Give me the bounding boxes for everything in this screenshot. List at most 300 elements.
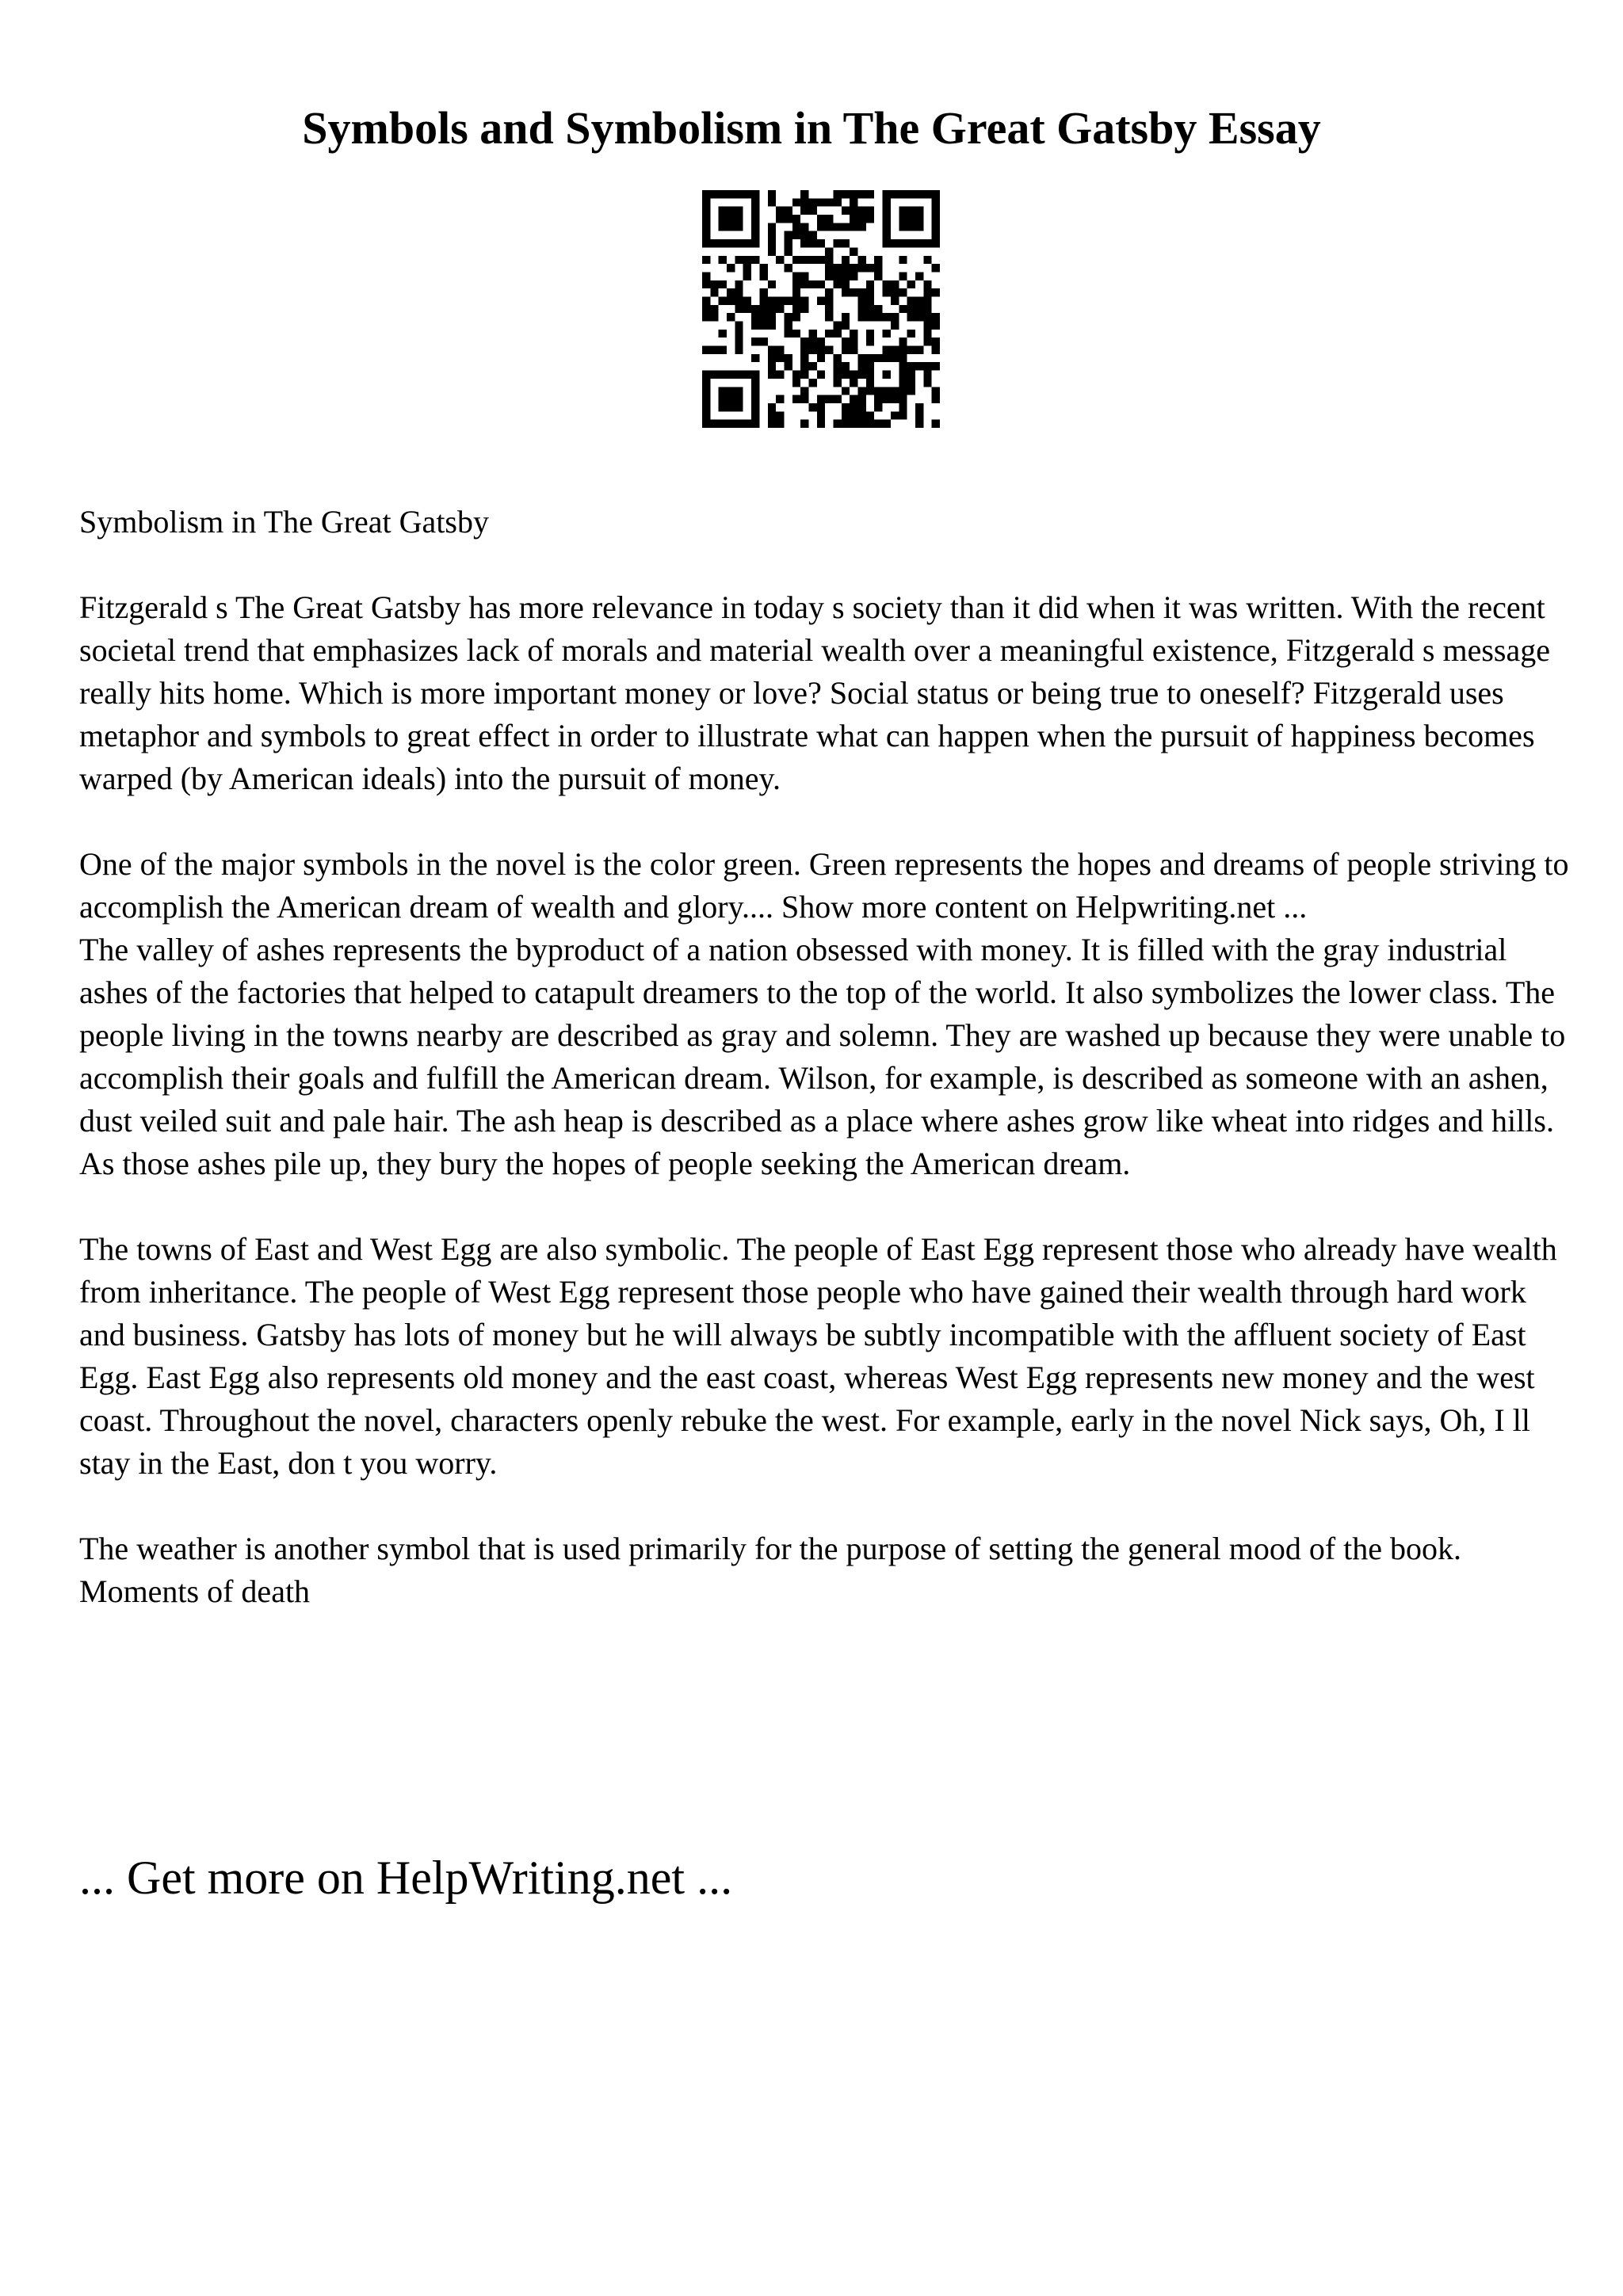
- qr-module: [883, 288, 891, 296]
- qr-module: [883, 223, 891, 231]
- qr-module: [834, 239, 842, 247]
- qr-module: [923, 338, 931, 345]
- qr-module: [842, 411, 850, 419]
- qr-module: [768, 411, 776, 419]
- qr-module: [735, 215, 743, 223]
- qr-module: [800, 223, 808, 231]
- qr-module: [817, 346, 825, 354]
- qr-module: [719, 330, 727, 338]
- qr-module: [727, 313, 735, 321]
- qr-module: [899, 272, 907, 280]
- qr-module: [866, 264, 874, 272]
- qr-module: [915, 313, 923, 321]
- qr-module: [891, 346, 899, 354]
- qr-module: [858, 215, 866, 223]
- qr-module: [719, 395, 727, 403]
- qr-module: [759, 264, 767, 272]
- qr-module: [899, 387, 907, 395]
- qr-module: [858, 296, 866, 304]
- qr-module: [891, 296, 899, 304]
- qr-module: [808, 231, 816, 239]
- qr-module: [751, 313, 759, 321]
- qr-module: [735, 395, 743, 403]
- qr-module: [932, 223, 940, 231]
- qr-module: [891, 322, 899, 330]
- qr-module: [735, 207, 743, 215]
- qr-module: [800, 198, 808, 206]
- qr-module: [899, 215, 907, 223]
- qr-module: [735, 330, 743, 338]
- qr-module: [842, 420, 850, 428]
- qr-module: [825, 272, 833, 280]
- qr-module: [850, 379, 857, 387]
- qr-module: [866, 354, 874, 362]
- qr-module: [817, 371, 825, 379]
- qr-module: [883, 371, 891, 379]
- qr-module: [776, 305, 784, 313]
- get-more-link[interactable]: ... Get more on HelpWriting.net ...: [79, 1852, 733, 1904]
- qr-module: [834, 322, 842, 330]
- qr-module: [842, 207, 850, 215]
- qr-module: [932, 198, 940, 206]
- qr-module: [735, 256, 743, 264]
- qr-module: [883, 395, 891, 403]
- qr-module: [702, 411, 710, 419]
- qr-module: [907, 190, 915, 198]
- qr-module: [743, 296, 751, 304]
- qr-module: [850, 190, 857, 198]
- qr-module: [768, 346, 776, 354]
- qr-module: [883, 313, 891, 321]
- qr-module: [808, 379, 816, 387]
- qr-module: [866, 296, 874, 304]
- qr-module: [768, 371, 776, 379]
- qr-module: [866, 338, 874, 345]
- essay-paragraph-5: The weather is another symbol that is used primarily for the purpose of setting the general mood of the book. Moments of death: [79, 1531, 1462, 1609]
- qr-module: [776, 371, 784, 379]
- qr-module: [808, 338, 816, 345]
- qr-module: [891, 313, 899, 321]
- qr-module: [842, 346, 850, 354]
- qr-module: [907, 313, 915, 321]
- qr-module: [800, 346, 808, 354]
- qr-module: [899, 305, 907, 313]
- qr-module: [792, 371, 800, 379]
- qr-module: [751, 190, 759, 198]
- qr-module: [834, 379, 842, 387]
- qr-module: [825, 247, 833, 255]
- qr-module: [702, 231, 710, 239]
- qr-module: [923, 280, 931, 288]
- qr-module: [858, 190, 866, 198]
- qr-module: [883, 231, 891, 239]
- qr-module: [899, 403, 907, 411]
- qr-module: [842, 313, 850, 321]
- qr-module: [932, 362, 940, 370]
- qr-module: [858, 264, 866, 272]
- qr-module: [834, 354, 842, 362]
- qr-code-icon: [702, 190, 940, 428]
- qr-module: [735, 403, 743, 411]
- qr-module: [899, 223, 907, 231]
- qr-module: [776, 346, 784, 354]
- qr-module: [825, 264, 833, 272]
- qr-module: [932, 288, 940, 296]
- qr-module: [776, 354, 784, 362]
- qr-module: [866, 411, 874, 419]
- qr-module: [891, 190, 899, 198]
- qr-module: [899, 207, 907, 215]
- qr-module: [842, 239, 850, 247]
- qr-module: [899, 395, 907, 403]
- qr-module: [768, 223, 776, 231]
- qr-module: [784, 207, 792, 215]
- qr-module: [932, 264, 940, 272]
- qr-module: [735, 280, 743, 288]
- qr-module: [784, 239, 792, 247]
- qr-module: [842, 264, 850, 272]
- qr-module: [899, 411, 907, 419]
- qr-module: [759, 338, 767, 345]
- qr-module: [776, 215, 784, 223]
- qr-module: [719, 371, 727, 379]
- qr-module: [842, 288, 850, 296]
- qr-module: [866, 371, 874, 379]
- qr-module: [817, 215, 825, 223]
- qr-module: [907, 223, 915, 231]
- qr-module: [834, 395, 842, 403]
- qr-module: [727, 420, 735, 428]
- qr-module: [727, 264, 735, 272]
- qr-module: [899, 256, 907, 264]
- qr-module: [850, 371, 857, 379]
- qr-module: [800, 338, 808, 345]
- qr-module: [735, 223, 743, 231]
- qr-module: [932, 395, 940, 403]
- qr-module: [817, 395, 825, 403]
- qr-module: [866, 305, 874, 313]
- qr-module: [834, 198, 842, 206]
- qr-module: [743, 420, 751, 428]
- qr-module: [768, 322, 776, 330]
- qr-module: [768, 280, 776, 288]
- qr-module: [932, 313, 940, 321]
- qr-module: [866, 362, 874, 370]
- qr-module: [907, 362, 915, 370]
- qr-module: [808, 403, 816, 411]
- qr-module: [768, 362, 776, 370]
- qr-module: [702, 272, 710, 280]
- qr-module: [735, 239, 743, 247]
- qr-module: [874, 272, 882, 280]
- qr-module: [850, 395, 857, 403]
- qr-module: [817, 403, 825, 411]
- qr-module: [800, 354, 808, 362]
- qr-module: [743, 256, 751, 264]
- qr-module: [751, 231, 759, 239]
- qr-module: [817, 239, 825, 247]
- qr-module: [710, 190, 718, 198]
- qr-module: [915, 411, 923, 419]
- qr-module: [759, 313, 767, 321]
- qr-module: [825, 288, 833, 296]
- qr-module: [858, 387, 866, 395]
- qr-module: [866, 330, 874, 338]
- qr-module: [727, 215, 735, 223]
- qr-module: [792, 330, 800, 338]
- qr-module: [923, 362, 931, 370]
- qr-module: [735, 387, 743, 395]
- qr-module: [858, 207, 866, 215]
- qr-module: [923, 379, 931, 387]
- qr-module: [850, 330, 857, 338]
- qr-module: [915, 420, 923, 428]
- qr-module: [800, 362, 808, 370]
- qr-module: [768, 231, 776, 239]
- qr-module: [915, 296, 923, 304]
- qr-module: [907, 330, 915, 338]
- qr-module: [883, 346, 891, 354]
- qr-module: [784, 313, 792, 321]
- qr-module: [923, 313, 931, 321]
- qr-module: [923, 256, 931, 264]
- qr-module: [808, 330, 816, 338]
- qr-module: [727, 371, 735, 379]
- qr-module: [842, 322, 850, 330]
- qr-module: [702, 371, 710, 379]
- qr-module: [866, 379, 874, 387]
- qr-module: [735, 288, 743, 296]
- qr-module: [915, 305, 923, 313]
- paragraph-gap: [79, 1485, 1569, 1527]
- qr-module: [825, 223, 833, 231]
- qr-module: [768, 190, 776, 198]
- qr-module: [784, 322, 792, 330]
- qr-module: [834, 362, 842, 370]
- qr-module: [858, 223, 866, 231]
- qr-module: [866, 280, 874, 288]
- qr-module: [768, 305, 776, 313]
- qr-module: [899, 379, 907, 387]
- qr-module: [907, 371, 915, 379]
- qr-module: [907, 305, 915, 313]
- essay-subheading: Symbolism in The Great Gatsby: [79, 504, 489, 540]
- qr-module: [808, 207, 816, 215]
- qr-module: [907, 215, 915, 223]
- qr-module: [932, 190, 940, 198]
- qr-module: [784, 330, 792, 338]
- qr-module: [915, 190, 923, 198]
- qr-module: [776, 256, 784, 264]
- qr-module: [727, 239, 735, 247]
- qr-module: [776, 411, 784, 419]
- qr-module: [710, 313, 718, 321]
- qr-module: [825, 395, 833, 403]
- qr-module: [915, 207, 923, 215]
- qr-module: [866, 215, 874, 223]
- qr-module: [850, 420, 857, 428]
- paragraph-gap: [79, 1185, 1569, 1228]
- qr-module: [743, 371, 751, 379]
- qr-module: [891, 395, 899, 403]
- qr-module: [866, 387, 874, 395]
- qr-module: [858, 354, 866, 362]
- qr-module: [866, 207, 874, 215]
- qr-module: [923, 305, 931, 313]
- qr-module: [808, 198, 816, 206]
- qr-module: [866, 288, 874, 296]
- qr-module: [923, 371, 931, 379]
- qr-module: [800, 395, 808, 403]
- qr-module: [883, 190, 891, 198]
- essay-paragraph-3: The valley of ashes represents the byproduct of a nation obsessed with money. It is filled with the gray industrial ashes of the factories that helped to catapult dreamers to the top of the world. It also symbolizes the lower class. The people living in the towns nearby are described as gray and solemn. They are washed up because they were unable to accomplish their goals and fulfill the American dream. Wilson, for example, is described as someone with an ashen, dust veiled suit and pale hair. The ash heap is described as a place where ashes grow like wheat into ridges and hills. As those ashes pile up, they bury the hopes of people seeking the American dream.: [79, 932, 1566, 1181]
- qr-module: [825, 256, 833, 264]
- qr-module: [858, 403, 866, 411]
- qr-module: [735, 420, 743, 428]
- paragraph-gap: [79, 800, 1569, 843]
- qr-module: [883, 239, 891, 247]
- qr-module: [883, 215, 891, 223]
- qr-module: [858, 313, 866, 321]
- qr-module: [719, 239, 727, 247]
- qr-module: [850, 288, 857, 296]
- qr-module: [759, 305, 767, 313]
- qr-module: [899, 190, 907, 198]
- qr-module: [842, 223, 850, 231]
- qr-module: [784, 296, 792, 304]
- qr-module: [792, 395, 800, 403]
- qr-module: [874, 403, 882, 411]
- qr-module: [702, 379, 710, 387]
- qr-module: [866, 190, 874, 198]
- qr-module: [932, 231, 940, 239]
- qr-module: [915, 362, 923, 370]
- qr-module: [702, 395, 710, 403]
- qr-module: [792, 288, 800, 296]
- essay-body: [79, 501, 1569, 1613]
- qr-module: [923, 239, 931, 247]
- qr-module: [834, 330, 842, 338]
- qr-module: [907, 239, 915, 247]
- qr-module: [727, 403, 735, 411]
- qr-module: [751, 379, 759, 387]
- qr-module: [800, 239, 808, 247]
- qr-module: [858, 305, 866, 313]
- qr-module: [858, 371, 866, 379]
- qr-module: [792, 215, 800, 223]
- qr-module: [776, 395, 784, 403]
- qr-module: [842, 280, 850, 288]
- qr-module: [751, 387, 759, 395]
- qr-module: [776, 296, 784, 304]
- qr-module: [817, 280, 825, 288]
- qr-code-graphic: [702, 190, 940, 428]
- qr-module: [834, 420, 842, 428]
- qr-module: [800, 231, 808, 239]
- qr-module: [792, 379, 800, 387]
- qr-module: [792, 272, 800, 280]
- qr-module: [751, 354, 759, 362]
- qr-module: [768, 354, 776, 362]
- qr-module: [759, 322, 767, 330]
- qr-module: [899, 288, 907, 296]
- qr-module: [719, 215, 727, 223]
- qr-module: [850, 247, 857, 255]
- qr-module: [710, 239, 718, 247]
- qr-module: [834, 190, 842, 198]
- qr-module: [932, 239, 940, 247]
- qr-module: [800, 296, 808, 304]
- qr-module: [784, 264, 792, 272]
- qr-module: [784, 354, 792, 362]
- qr-module: [792, 256, 800, 264]
- qr-module: [702, 215, 710, 223]
- qr-module: [850, 411, 857, 419]
- qr-module: [702, 239, 710, 247]
- qr-module: [727, 395, 735, 403]
- qr-module: [932, 346, 940, 354]
- qr-module: [702, 387, 710, 395]
- qr-module: [842, 338, 850, 345]
- qr-module: [834, 264, 842, 272]
- qr-module: [850, 198, 857, 206]
- qr-module: [743, 305, 751, 313]
- qr-module: [800, 280, 808, 288]
- qr-module: [735, 190, 743, 198]
- qr-module: [702, 305, 710, 313]
- qr-module: [702, 256, 710, 264]
- qr-module: [883, 387, 891, 395]
- qr-module: [800, 256, 808, 264]
- qr-module: [808, 362, 816, 370]
- qr-module: [874, 420, 882, 428]
- qr-module: [727, 207, 735, 215]
- qr-module: [858, 411, 866, 419]
- qr-module: [743, 239, 751, 247]
- qr-module: [751, 305, 759, 313]
- qr-module: [817, 256, 825, 264]
- qr-module: [792, 280, 800, 288]
- qr-module: [874, 256, 882, 264]
- qr-module: [850, 264, 857, 272]
- qr-module: [743, 264, 751, 272]
- qr-module: [702, 420, 710, 428]
- qr-module: [874, 305, 882, 313]
- qr-module: [702, 280, 710, 288]
- qr-module: [751, 256, 759, 264]
- qr-module: [710, 420, 718, 428]
- qr-module: [710, 305, 718, 313]
- qr-module: [817, 411, 825, 419]
- qr-module: [932, 215, 940, 223]
- qr-module: [899, 338, 907, 345]
- qr-module: [735, 371, 743, 379]
- qr-module: [792, 231, 800, 239]
- qr-module: [923, 322, 931, 330]
- qr-module: [792, 223, 800, 231]
- qr-module: [842, 362, 850, 370]
- qr-module: [710, 371, 718, 379]
- qr-module: [792, 313, 800, 321]
- qr-module: [768, 403, 776, 411]
- qr-module: [759, 288, 767, 296]
- qr-module: [850, 272, 857, 280]
- paragraph-gap: [79, 543, 1569, 586]
- qr-module: [727, 296, 735, 304]
- qr-module: [735, 322, 743, 330]
- qr-module: [834, 223, 842, 231]
- qr-module: [768, 313, 776, 321]
